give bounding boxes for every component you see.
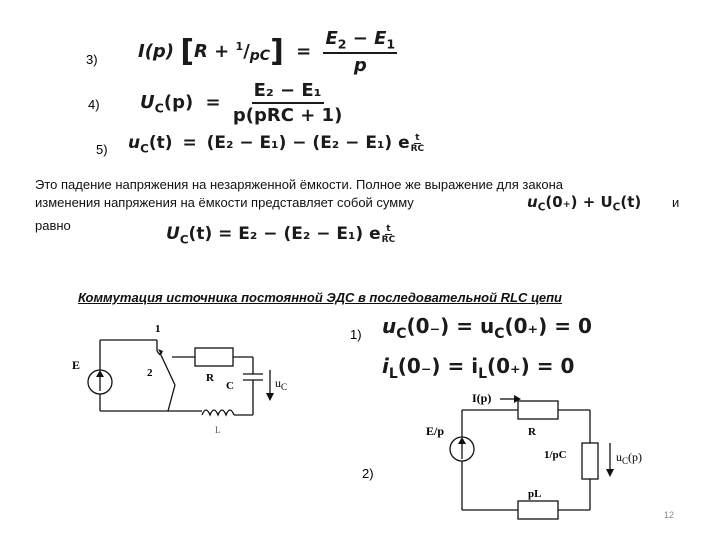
equation-5	[128, 133, 424, 155]
label-5: 5)	[96, 142, 108, 157]
ic1-rest: (0₋) = u	[406, 314, 495, 338]
c1-source-arrow-head	[96, 370, 104, 377]
eq3-pc: pC	[249, 48, 271, 65]
ic2-rest2: (0₊) = 0	[487, 354, 575, 378]
c1-uc-sub: C	[281, 382, 288, 392]
final-exponent	[382, 224, 396, 245]
sum-expression	[527, 193, 641, 214]
eq3-equals: =	[296, 41, 312, 63]
c2-source-arrow-head	[458, 437, 466, 444]
c1-label-e: E	[72, 358, 81, 372]
c2-label-ucp	[616, 450, 642, 466]
c1-wire-sw-bottom	[168, 385, 175, 411]
eq3-r: R +	[194, 41, 236, 63]
final-u: U	[166, 224, 180, 245]
ic1-sub: C	[396, 325, 407, 342]
eq5-exp-num: t	[415, 133, 420, 143]
equation-3: I(p) [R + $^1$/pC] = $\frac{E_2 - E_1}{p}$	[138, 28, 396, 77]
c1-inductor	[202, 410, 234, 415]
c1-label-l: L	[215, 425, 221, 435]
sum-sub: C	[537, 201, 546, 214]
eq4-u: U	[140, 92, 155, 113]
eq3-e2: E	[325, 28, 338, 49]
c1-label-1: 1	[155, 323, 161, 335]
eq3-den: p	[353, 55, 367, 77]
eq3-e1: E	[374, 28, 387, 49]
c1-label-c: C	[226, 380, 234, 392]
eq5-exp-den: RC	[410, 144, 425, 154]
equation-4	[140, 80, 342, 126]
eq3-lhs: I(p)	[138, 41, 175, 63]
sum-rest: (0₊) + U	[545, 193, 613, 211]
ic2-i: i	[382, 354, 389, 378]
eq5-equals: =	[182, 133, 197, 154]
eq4-sub: C	[154, 100, 164, 116]
c1-switch-blade	[160, 353, 175, 385]
eq3-minus: −	[346, 28, 375, 49]
circuit-diagram-1	[60, 315, 310, 445]
c2-label-ep: E/p	[426, 424, 445, 438]
label-3: 3)	[86, 52, 98, 67]
section-heading: Коммутация источника постоянной ЭДС в последовательной RLC цепи	[78, 290, 563, 305]
paragraph-line1: Это падение напряжения на незаряженной ёмкости. Полное же выражение для закона	[35, 177, 564, 192]
c2-ucp-sub: C	[622, 456, 629, 466]
page-number: 12	[664, 510, 675, 520]
initial-condition-il	[382, 354, 574, 382]
eq5-rhs: (E₂ − E₁) − (E₂ − E₁) e	[206, 133, 410, 154]
c1-label-r: R	[206, 372, 214, 384]
c1-resistor	[195, 348, 233, 366]
final-arg: (t)	[188, 224, 213, 245]
paragraph-line3: равно	[35, 218, 71, 233]
eq4-arg: (p)	[163, 92, 194, 113]
sum-sub2: C	[612, 201, 621, 214]
eq5-sub: C	[140, 141, 149, 156]
eq3-bracket-open: [	[180, 34, 195, 70]
c2-uc-arrow-head	[606, 469, 614, 477]
c2-label-r: R	[528, 426, 536, 438]
label-ic1: 1)	[350, 327, 362, 342]
ic2-sub2: L	[478, 365, 487, 382]
ic1-sub2: C	[494, 325, 505, 342]
c2-inductor-impedance	[518, 501, 558, 519]
eq3-e2-sub: 2	[337, 36, 347, 52]
eq4-equals: =	[205, 92, 221, 113]
final-sub: C	[179, 232, 189, 247]
eq5-u: u	[128, 133, 141, 154]
ic2-sub: L	[388, 365, 398, 382]
eq4-den: p(pRC + 1)	[232, 105, 343, 126]
sum-u: u	[527, 193, 538, 211]
initial-condition-uc	[382, 314, 592, 342]
eq3-fraction	[323, 28, 397, 76]
eq5-exponent	[411, 133, 425, 154]
paragraph-and: и	[672, 195, 680, 210]
c1-uc-arrow-head	[266, 393, 274, 401]
c2-resistor	[518, 401, 558, 419]
final-equation	[166, 224, 395, 246]
label-2: 2)	[362, 466, 374, 481]
eq4-fraction	[233, 80, 342, 126]
ic1-rest2: (0₊) = 0	[504, 314, 592, 338]
c2-ucp-arg: (p)	[628, 450, 643, 464]
eq5-arg: (t)	[148, 133, 173, 154]
ic2-rest: (0₋) = i	[397, 354, 479, 378]
eq3-bracket-close: ]	[270, 34, 284, 70]
c2-label-1pc: 1/pC	[544, 449, 567, 461]
paragraph-line2: изменения напряжения на ёмкости представляет собой сумму	[35, 195, 414, 210]
eq4-num: E₂ − E₁	[252, 80, 324, 104]
ic1-u: u	[382, 314, 397, 338]
label-4: 4)	[88, 97, 100, 112]
final-exp-den: RC	[381, 235, 396, 245]
c2-label-pl: pL	[528, 488, 542, 500]
eq3-one: 1	[235, 40, 244, 54]
c2-label-ip: I(p)	[472, 391, 492, 405]
final-exp-num: t	[386, 224, 391, 234]
final-rhs: = E₂ − (E₂ − E₁) e	[218, 224, 381, 245]
c1-label-2: 2	[147, 367, 153, 379]
circuit-diagram-2	[410, 385, 670, 525]
c1-label-uc	[275, 376, 287, 392]
c2-ucp-u: u	[616, 450, 622, 464]
sum-rest2: (t)	[620, 193, 642, 211]
c1-uc-u: u	[275, 376, 281, 390]
c2-capacitor-impedance	[582, 443, 598, 479]
eq3-e1-sub: 1	[386, 36, 396, 52]
